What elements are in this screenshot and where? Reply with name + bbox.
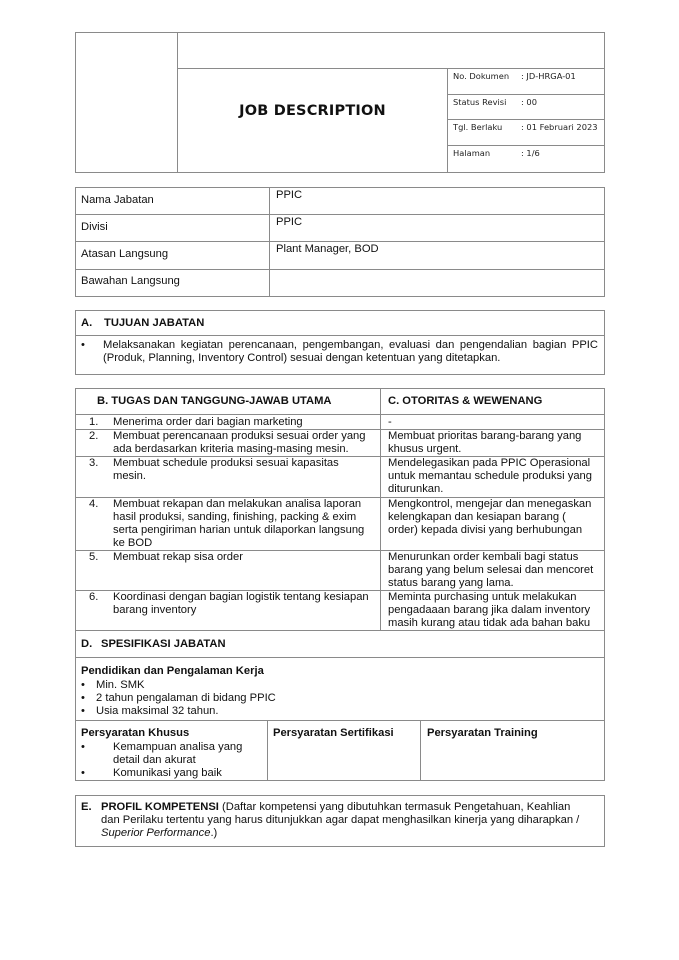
task-number: 2.: [89, 430, 99, 442]
bullet-icon: •: [81, 767, 85, 779]
task-text: ke BOD: [113, 537, 153, 549]
bullet-icon: •: [81, 741, 85, 753]
section-e-line2: dan Perilaku tertentu yang harus ditunjukkan agar dapat menghasilkan kinerja yang diharapkan /: [101, 814, 580, 826]
task-text: mesin.: [113, 470, 146, 482]
bullet-icon: •: [81, 339, 85, 351]
section-d-letter: D.: [81, 638, 93, 650]
education-item: Min. SMK: [96, 679, 145, 691]
khusus-item: Komunikasi yang baik: [113, 767, 222, 779]
meta-value-halaman: : 1/6: [521, 148, 540, 158]
authority-text: Meminta purchasing untuk melakukan: [388, 591, 577, 603]
section-e-letter: E.: [81, 801, 92, 813]
authority-text: barang yang belum selesai dan mencoret: [388, 564, 594, 576]
label-divisi: Divisi: [81, 221, 108, 233]
task-text: hasil produksi, sanding, finishing, packing & exim: [113, 511, 357, 523]
authority-text: status barang yang lama.: [388, 577, 514, 589]
section-d-title: SPESIFIKASI JABATAN: [101, 638, 226, 650]
education-item: 2 tahun pengalaman di bidang PPIC: [96, 692, 276, 704]
task-number: 1.: [89, 416, 99, 428]
sertifikasi-title: Persyaratan Sertifikasi: [273, 727, 394, 739]
section-e-end: .): [210, 827, 218, 839]
bullet-icon: •: [81, 692, 85, 704]
label-nama-jabatan: Nama Jabatan: [81, 194, 154, 206]
authority-text: order) kepada divisi yang berhubungan: [388, 524, 583, 536]
task-number: 5.: [89, 551, 99, 563]
meta-label-halaman: Halaman: [453, 148, 491, 158]
section-a-text-line1: Melaksanakan kegiatan perencanaan, pengembangan, evaluasi dan pengendalian bagian PPIC: [103, 339, 598, 351]
task-text: ada berdasarkan kriteria masing-masing mesin.: [113, 443, 349, 455]
section-a-text-line2: (Produk, Planning, Inventory Control) sesuai dengan ketentuan yang ditetapkan.: [103, 352, 501, 364]
task-text: serta pengiriman harian untuk dilaporkan langsung: [113, 524, 365, 536]
value-atasan-langsung: Plant Manager, BOD: [276, 243, 379, 255]
task-text: Membuat rekap sisa order: [113, 551, 243, 563]
task-number: 4.: [89, 498, 99, 510]
label-atasan-langsung: Atasan Langsung: [81, 248, 169, 260]
meta-label-status-revisi: Status Revisi: [453, 97, 507, 107]
task-number: 3.: [89, 457, 99, 469]
task-text: Membuat rekapan dan melakukan analisa laporan: [113, 498, 362, 510]
page-title: JOB DESCRIPTION: [239, 103, 386, 119]
company-logo-placeholder: [76, 33, 176, 172]
bullet-icon: •: [81, 705, 85, 717]
authority-text: Menurunkan order kembali bagi status: [388, 551, 579, 563]
section-a-title: TUJUAN JABATAN: [104, 317, 205, 329]
education-item: Usia maksimal 32 tahun.: [96, 705, 219, 717]
authority-text: diturunkan.: [388, 483, 444, 495]
value-nama-jabatan: PPIC: [276, 189, 303, 201]
authority-text: untuk memantau schedule produksi yang: [388, 470, 592, 482]
authority-text: -: [388, 416, 392, 428]
task-text: Koordinasi dengan bagian logistik tentang kesiapan: [113, 591, 369, 603]
meta-value-no-dokumen: : JD-HRGA-01: [521, 71, 576, 81]
section-e-italic: Superior Performance: [101, 827, 211, 839]
authority-text: Mendelegasikan pada PPIC Operasional: [388, 457, 591, 469]
authority-text: pengadaaan barang jika dalam inventory: [388, 604, 591, 616]
authority-text: Membuat prioritas barang-barang yang: [388, 430, 582, 442]
meta-label-tgl-berlaku: Tgl. Berlaku: [453, 122, 503, 132]
task-text: barang inventory: [113, 604, 197, 616]
task-text: Membuat perencanaan produksi sesuai order yang: [113, 430, 366, 442]
task-number: 6.: [89, 591, 99, 603]
authority-text: Mengkontrol, mengejar dan menegaskan: [388, 498, 592, 510]
section-b-title: B. TUGAS DAN TANGGUNG-JAWAB UTAMA: [97, 395, 332, 407]
section-e-line1: [101, 801, 570, 814]
training-title: Persyaratan Training: [427, 727, 538, 739]
meta-value-tgl-berlaku: : 01 Februari 2023: [521, 122, 598, 132]
task-text: Membuat schedule produksi sesuai kapasitas: [113, 457, 339, 469]
bullet-icon: •: [81, 679, 85, 691]
section-e-desc: (Daftar kompetensi yang dibutuhkan termasuk Pengetahuan, Keahlian: [218, 801, 571, 813]
khusus-item: Kemampuan analisa yang: [113, 741, 243, 753]
task-text: Menerima order dari bagian marketing: [113, 416, 303, 428]
section-c-title: C. OTORITAS & WEWENANG: [388, 395, 543, 407]
meta-label-no-dokumen: No. Dokumen: [453, 71, 510, 81]
khusus-title: Persyaratan Khusus: [81, 727, 190, 739]
value-divisi: PPIC: [276, 216, 303, 228]
education-title: Pendidikan dan Pengalaman Kerja: [81, 665, 264, 677]
label-bawahan-langsung: Bawahan Langsung: [81, 275, 180, 287]
authority-text: kelengkapan dan kesiapan barang (: [388, 511, 566, 523]
section-a-letter: A.: [81, 317, 93, 329]
section-e-line3: [101, 827, 217, 840]
khusus-item: detail dan akurat: [113, 754, 196, 766]
section-e-title: PROFIL KOMPETENSI: [101, 801, 219, 813]
meta-value-status-revisi: : 00: [521, 97, 537, 107]
authority-text: masih kurang atau tidak ada bahan baku: [388, 617, 591, 629]
authority-text: khusus urgent.: [388, 443, 462, 455]
